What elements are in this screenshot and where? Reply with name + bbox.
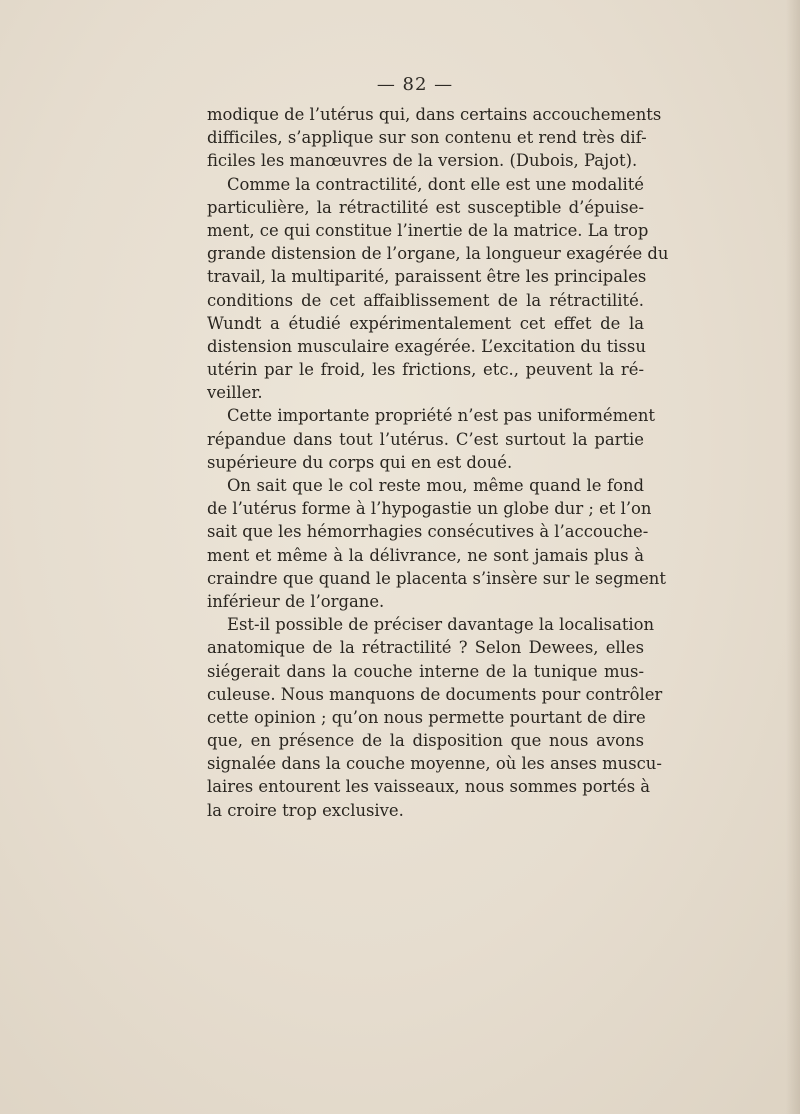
text-line: grande distension de l’organe, la longueur exagérée du	[207, 244, 669, 264]
text-line: siégerait dans la couche interne de la tunique mus-	[207, 661, 644, 681]
text-line: Est-il possible de préciser davantage la localisation	[227, 615, 655, 635]
text-line: modique de l’utérus qui, dans certains accouchements	[207, 105, 662, 124]
text-line: ficiles les manœuvres de la version. (Dubois, Pajot).	[207, 151, 638, 171]
text-line: Cette importante propriété n’est pas uniformément	[227, 406, 655, 426]
text-line: travail, la multiparité, paraissent être les principales	[207, 267, 647, 287]
text-line: distension musculaire exagérée. L’excitation du tissu	[207, 336, 646, 356]
body-text	[207, 103, 669, 822]
text-line: utérin par le froid, les frictions, etc., peuvent la ré-	[207, 360, 644, 380]
text-line: conditions de cet affaiblissement de la rétractilité.	[207, 290, 644, 310]
text-line: que, en présence de la disposition que nous avons	[207, 731, 644, 751]
text-line: craindre que quand le placenta s’insère sur le segment	[207, 568, 666, 588]
text-line: Comme la contractilité, dont elle est une modalité	[227, 174, 644, 194]
text-line: supérieure du corps qui en est doué.	[207, 452, 513, 472]
text-line: inférieur de l’organe.	[207, 591, 385, 611]
text-line: ment et même à la délivrance, ne sont jamais plus à	[207, 545, 644, 565]
text-line: cette opinion ; qu’on nous permette pourtant de dire	[207, 707, 646, 727]
text-line: laires entourent les vaisseaux, nous sommes portés à	[207, 777, 651, 797]
text-line: anatomique de la rétractilité ? Selon Dewees, elles	[207, 638, 644, 658]
text-line: ment, ce qui constitue l’inertie de la matrice. La trop	[207, 220, 649, 240]
text-line: On sait que le col reste mou, même quand le fond	[227, 476, 644, 495]
page-number: — 82 —	[376, 74, 454, 95]
text-line: particulière, la rétractilité est susceptible d’épuise-	[207, 197, 644, 217]
text-line: la croire trop exclusive.	[207, 800, 404, 820]
text-line: répandue dans tout l’utérus. C’est surtout la partie	[207, 429, 644, 449]
page-edge-shadow	[786, 0, 800, 1114]
text-line: de l’utérus forme à l’hypogastie un globe dur ; et l’on	[207, 499, 652, 519]
text-line: veiller.	[207, 383, 263, 403]
text-line: Wundt a étudié expérimentalement cet effet de la	[207, 313, 644, 333]
text-line: culeuse. Nous manquons de documents pour contrôler	[207, 684, 663, 704]
text-line: difficiles, s’applique sur son contenu et rend très dif-	[207, 128, 647, 148]
text-line: sait que les hémorrhagies consécutives à l’accouche-	[207, 522, 649, 542]
text-line: signalée dans la couche moyenne, où les anses muscu-	[207, 754, 662, 774]
